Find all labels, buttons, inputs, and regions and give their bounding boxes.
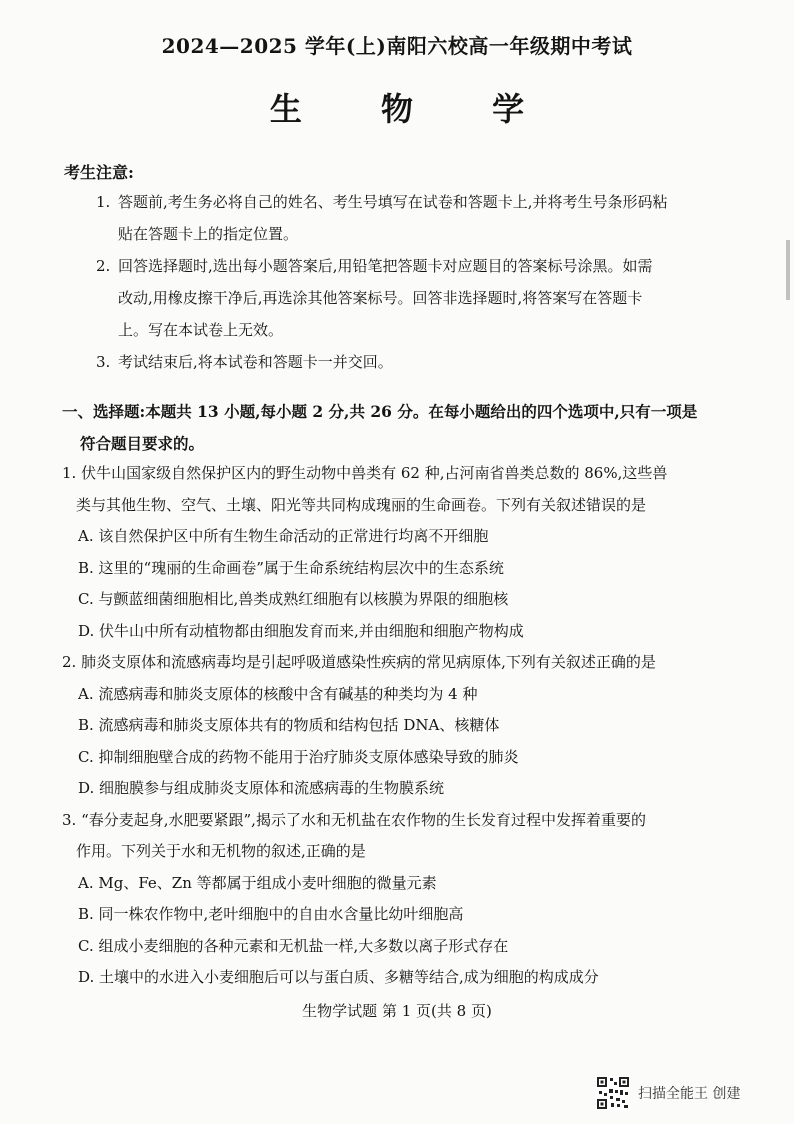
- notice-item-number: 1.: [96, 193, 111, 211]
- section-heading-text: 符合题目要求的。: [80, 434, 205, 453]
- question-stem: [62, 458, 767, 521]
- notice-item-text: 回答选择题时,选出每小题答案后,用铅笔把答题卡对应题目的答案标号涂黑。如需: [118, 257, 653, 275]
- notice-item: [96, 186, 761, 250]
- question-option: C. 组成小麦细胞的各种元素和无机盐一样,大多数以离子形式存在: [78, 936, 509, 955]
- notice-list: [96, 186, 761, 378]
- question-stem-text: 类与其他生物、空气、土壤、阳光等共同构成瑰丽的生命画卷。下列有关叙述错误的是: [76, 495, 647, 514]
- question-stem-text: 1. 伏牛山国家级自然保护区内的野生动物中兽类有 62 种,占河南省兽类总数的 86%,这些兽: [62, 464, 668, 482]
- notice-item-text: 答题前,考生务必将自己的姓名、考生号填写在试卷和答题卡上,并将考生号条形码粘: [118, 193, 668, 211]
- question-option: B. 同一株农作物中,老叶细胞中的自由水含量比幼叶细胞高: [78, 905, 464, 923]
- question-stem: [62, 805, 767, 868]
- question-option: D. 细胞膜参与组成肺炎支原体和流感病毒的生物膜系统: [78, 779, 445, 797]
- notice-item: [96, 250, 761, 346]
- notice-item-text: 贴在答题卡上的指定位置。: [118, 225, 299, 243]
- section-heading-text: 一、选择题:本题共 13 小题,每小题 2 分,共 26 分。在每小题给出的四个选项中,只有一项是: [62, 402, 698, 421]
- question-stem: [62, 647, 767, 679]
- scanner-watermark: [596, 1076, 740, 1110]
- notice-item-text: 改动,用橡皮擦干净后,再选涂其他答案标号。回答非选择题时,将答案写在答题卡: [118, 289, 643, 307]
- question-option: D. 土壤中的水进入小麦细胞后可以与蛋白质、多糖等结合,成为细胞的构成成分: [78, 968, 599, 986]
- watermark-text: 扫描全能王 创建: [638, 1086, 741, 1102]
- section-heading: [62, 396, 762, 460]
- notice-heading: 考生注意:: [64, 163, 134, 182]
- question-stem-text: 3. “春分麦起身,水肥要紧跟”,揭示了水和无机盐在农作物的生长发育过程中发挥着重要的: [62, 810, 646, 829]
- scan-edge-mark: [786, 240, 790, 300]
- question-option: A. Mg、Fe、Zn 等都属于组成小麦叶细胞的微量元素: [78, 873, 437, 892]
- question: [62, 805, 767, 994]
- question: [62, 647, 767, 805]
- question-option: B. 流感病毒和肺炎支原体共有的物质和结构包括 DNA、核糖体: [78, 716, 500, 734]
- question-option: A. 该自然保护区中所有生物生命活动的正常进行均离不开细胞: [78, 527, 489, 545]
- notice-item-number: 2.: [96, 257, 111, 275]
- qr-code-icon: [596, 1076, 630, 1110]
- question-stem-text: 2. 肺炎支原体和流感病毒均是引起呼吸道感染性疾病的常见病原体,下列有关叙述正确的是: [62, 653, 656, 671]
- notice-item-text: 上。写在本试卷上无效。: [118, 321, 284, 339]
- question-option: C. 抑制细胞壁合成的药物不能用于治疗肺炎支原体感染导致的肺炎: [78, 747, 519, 766]
- question-list: [62, 458, 767, 994]
- exam-title: 2024—2025 学年(上)南阳六校高一年级期中考试: [161, 34, 633, 58]
- question-option: D. 伏牛山中所有动植物都由细胞发育而来,并由细胞和细胞产物构成: [78, 621, 524, 640]
- page-footer: 生物学试题 第 1 页(共 8 页): [302, 1002, 492, 1020]
- question-stem-text: 作用。下列关于水和无机物的叙述,正确的是: [76, 842, 366, 860]
- question: [62, 458, 767, 647]
- notice-item-text: 考试结束后,将本试卷和答题卡一并交回。: [118, 353, 393, 371]
- question-option: C. 与颤蓝细菌细胞相比,兽类成熟红细胞有以核膜为界限的细胞核: [78, 590, 509, 608]
- notice-item-number: 3.: [96, 353, 111, 371]
- question-option: B. 这里的“瑰丽的生命画卷”属于生命系统结构层次中的生态系统: [78, 558, 504, 577]
- subject-title: 生 物 学: [269, 90, 559, 128]
- notice-item: [96, 346, 761, 378]
- question-option: A. 流感病毒和肺炎支原体的核酸中含有碱基的种类均为 4 种: [78, 684, 478, 703]
